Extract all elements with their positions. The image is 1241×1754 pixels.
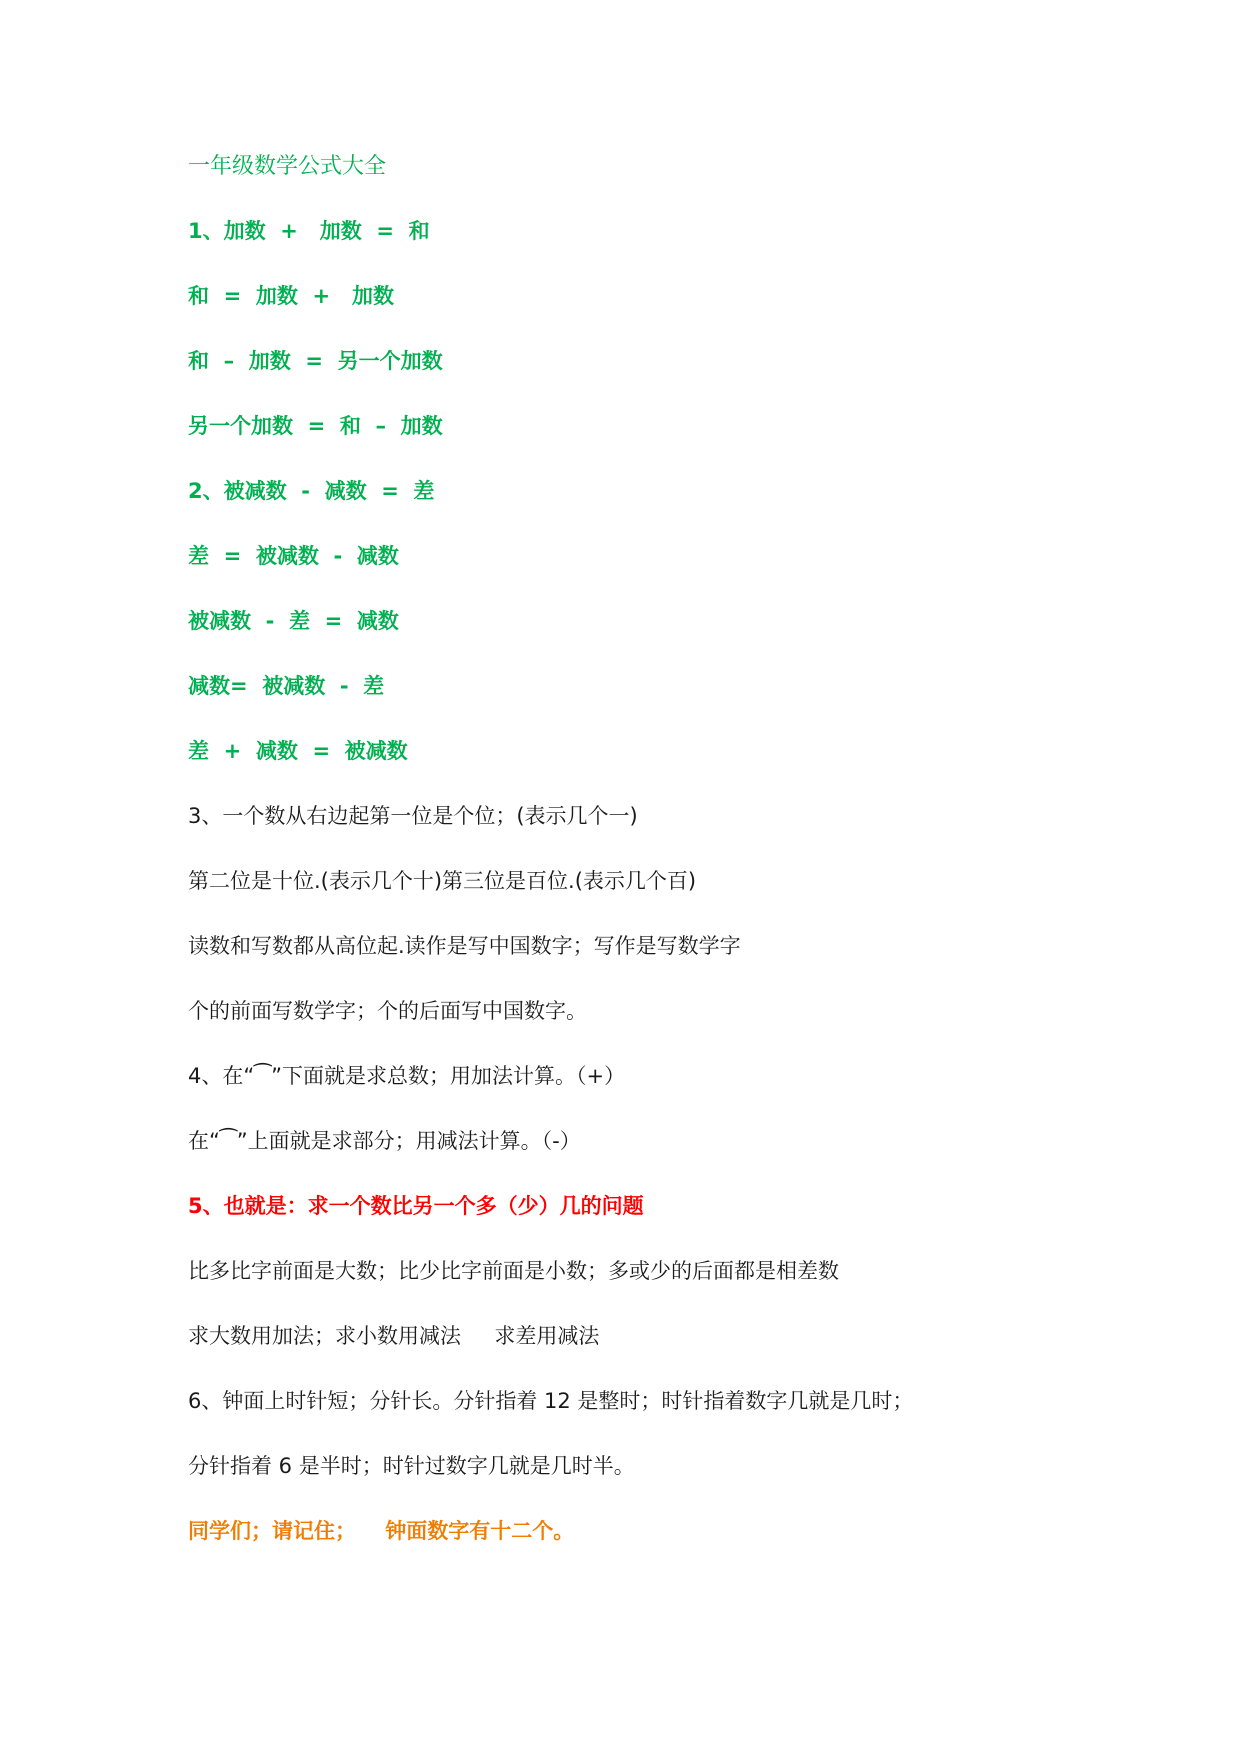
text-line: 在“⁀”上面就是求部分；用减法计算。（-）: [188, 1129, 581, 1153]
text-line: 读数和写数都从高位起.读作是写中国数字；写作是写数学字: [188, 934, 741, 958]
formula-line: 和 = 加数 + 加数: [188, 284, 394, 308]
text-line: 个的前面写数学字；个的后面写中国数字。: [188, 999, 587, 1023]
text-line: 4、在“⁀”下面就是求总数；用加法计算。（+）: [188, 1064, 626, 1088]
formula-line: 被减数 - 差 = 减数: [188, 609, 399, 633]
text-line: 第二位是十位.(表示几个十)第三位是百位.(表示几个百): [188, 869, 697, 893]
text-line: 3、一个数从右边起第一位是个位；(表示几个一): [188, 804, 638, 828]
formula-line: 差 = 被减数 - 减数: [188, 544, 399, 568]
formula-line: 2、被减数 - 减数 = 差: [188, 479, 435, 503]
text-line: 求大数用加法；求小数用减法 求差用减法: [188, 1324, 600, 1348]
highlight-heading: 5、也就是：求一个数比另一个多（少）几的问题: [188, 1194, 644, 1218]
document-title: 一年级数学公式大全: [188, 154, 387, 179]
formula-line: 差 + 减数 = 被减数: [188, 739, 408, 763]
formula-line: 另一个加数 = 和 – 加数: [188, 414, 443, 438]
reminder-line: 同学们；请记住； 钟面数字有十二个。: [188, 1519, 575, 1543]
text-line: 分针指着 6 是半时；时针过数字几就是几时半。: [188, 1454, 635, 1478]
formula-line: 和 – 加数 = 另一个加数: [188, 349, 443, 373]
formula-line: 1、加数 + 加数 = 和: [188, 219, 430, 243]
text-line: 比多比字前面是大数；比少比字前面是小数；多或少的后面都是相差数: [188, 1259, 839, 1283]
formula-line: 减数= 被减数 - 差: [188, 674, 385, 698]
text-line: 6、钟面上时针短；分针长。分针指着 12 是整时；时针指着数字几就是几时；: [188, 1389, 914, 1413]
